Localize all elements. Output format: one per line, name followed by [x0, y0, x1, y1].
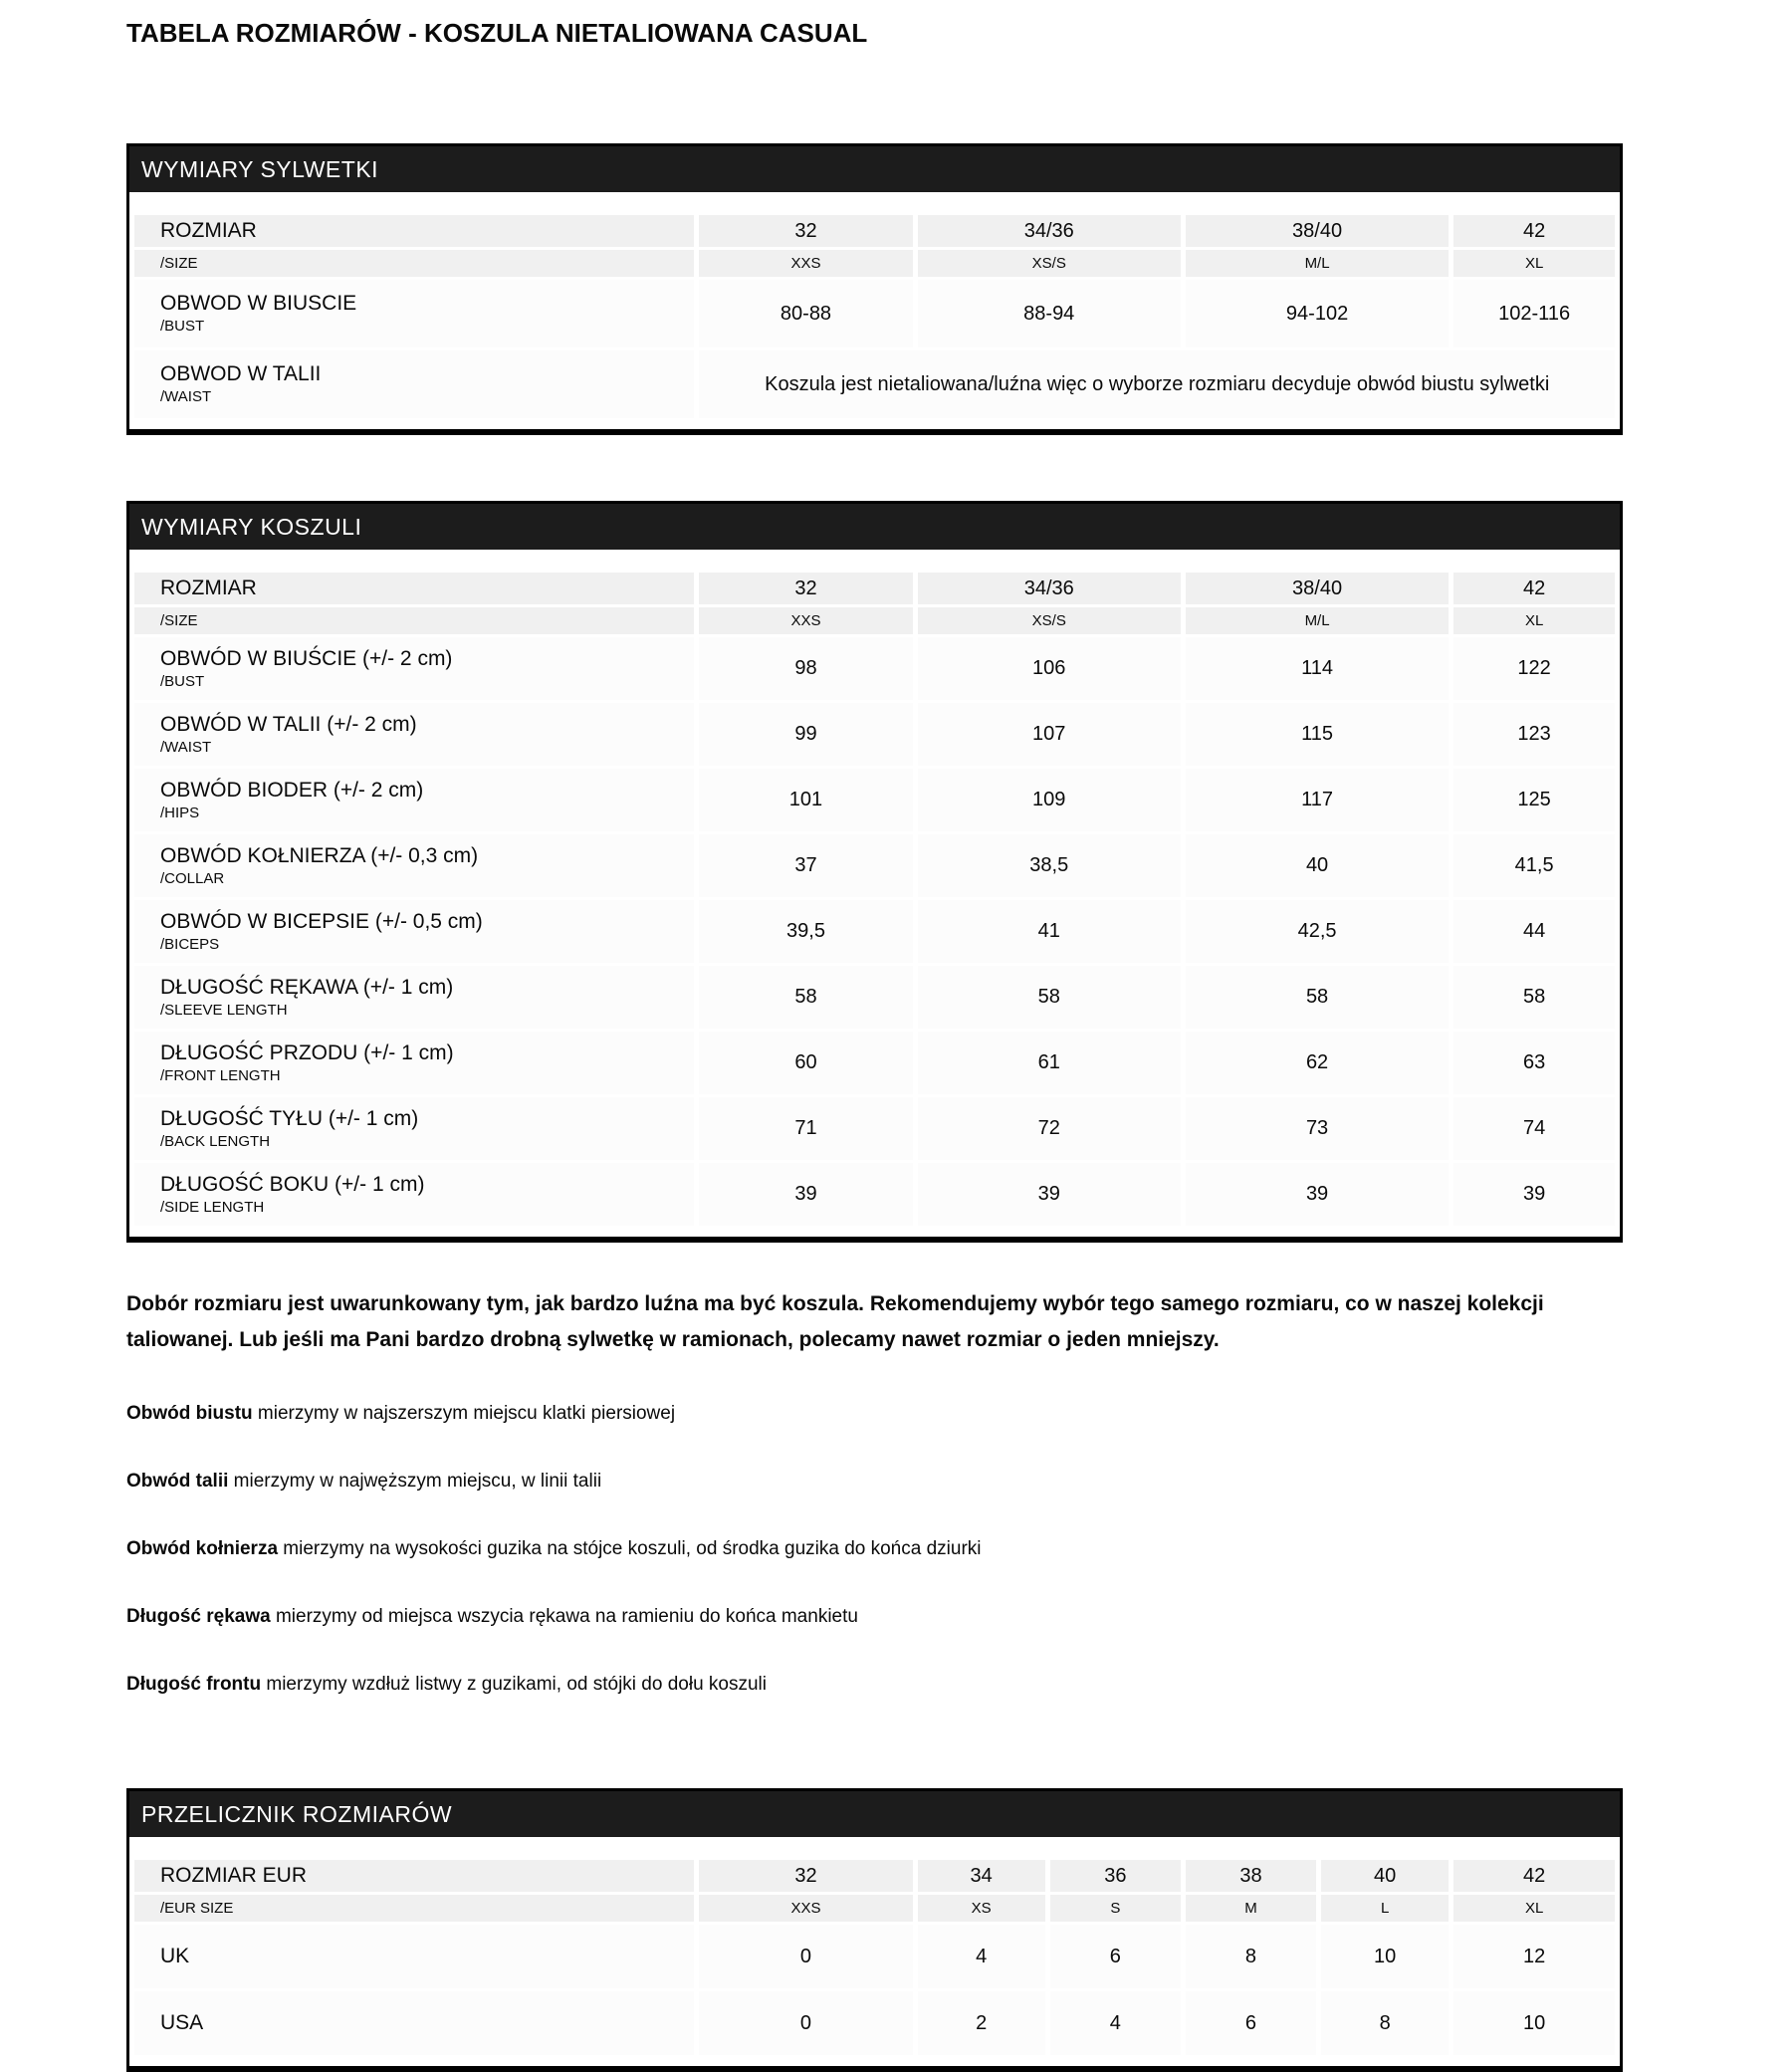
table-cell: 38,5 — [918, 834, 1181, 897]
row-sublabel: /BUST — [160, 672, 205, 690]
note-waist — [126, 1470, 1623, 1494]
table-cell: 39 — [699, 1163, 912, 1226]
row-label: OBWÓD W BICEPSIE (+/- 0,5 cm) — [160, 909, 483, 933]
row-label: OBWÓD KOŁNIERZA (+/- 0,3 cm) — [160, 843, 479, 867]
table-cell: 2 — [918, 1991, 1045, 2055]
note-text: mierzymy w najszerszym miejscu klatki piersiowej — [252, 1403, 676, 1424]
table-cell: 58 — [1453, 966, 1615, 1029]
row-label: OBWÓD W TALII (+/- 2 cm) — [160, 712, 417, 736]
note-term: Obwód biustu — [126, 1403, 253, 1424]
row-label: UK — [160, 1945, 190, 1967]
row-label-cell — [134, 1991, 694, 2055]
note-sleeve — [126, 1605, 1623, 1629]
note-front — [126, 1673, 1623, 1697]
size-row-label — [134, 215, 694, 247]
note-term: Obwód talii — [126, 1471, 229, 1492]
note-text: mierzymy w najwęższym miejscu, w linii talii — [228, 1471, 602, 1492]
table-cell: 88-94 — [918, 280, 1181, 347]
size-cell: 42 — [1453, 573, 1615, 604]
table-title-koszuli: WYMIARY KOSZULI — [129, 504, 1620, 550]
table-cell: 40 — [1186, 834, 1449, 897]
row-label: OBWÓD W BIUŚCIE (+/- 2 cm) — [160, 646, 453, 670]
table-cell: 58 — [918, 966, 1181, 1029]
table-cell: 44 — [1453, 900, 1615, 963]
page-title: TABELA ROZMIARÓW - KOSZULA NIETALIOWANA CASUAL — [126, 18, 868, 48]
note-text: mierzymy wzdłuż listwy z guzikami, od stójki do dołu koszuli — [261, 1674, 767, 1695]
row-sublabel: /SIZE — [160, 254, 198, 272]
row-sublabel: /SIDE LENGTH — [160, 1198, 265, 1216]
table-cell: 62 — [1186, 1032, 1449, 1094]
table-cell: 107 — [918, 703, 1181, 766]
size-sub-row-label — [134, 607, 694, 634]
table-cell: 60 — [699, 1032, 912, 1094]
row-sublabel: /EUR SIZE — [160, 1899, 234, 1917]
note-term: Obwód kołnierza — [126, 1538, 279, 1559]
table-row-bust — [134, 280, 1615, 347]
table-row-biceps — [134, 900, 1615, 963]
table-cell: 74 — [1453, 1097, 1615, 1160]
table-cell: 12 — [1453, 1925, 1615, 1988]
row-label: ROZMIAR EUR — [160, 1864, 307, 1887]
size-cell: 38/40 — [1186, 573, 1449, 604]
row-sublabel: /BACK LENGTH — [160, 1132, 271, 1150]
row-label: OBWOD W BIUSCIE — [160, 292, 357, 315]
size-cell: 38 — [1186, 1860, 1316, 1892]
table-cell: 123 — [1453, 703, 1615, 766]
row-label: ROZMIAR — [160, 576, 257, 599]
size-sub-cell: M — [1186, 1895, 1316, 1922]
note-text: mierzymy na wysokości guzika na stójce koszuli, od środka guzika do końca dziurki — [278, 1538, 982, 1559]
table-cell: 39 — [1186, 1163, 1449, 1226]
size-conversion-table — [126, 1788, 1623, 2072]
table-cell: 109 — [918, 769, 1181, 831]
body-measurements-table — [126, 143, 1623, 435]
row-label-cell — [134, 637, 694, 700]
table-cell: 61 — [918, 1032, 1181, 1094]
table-cell: 39 — [918, 1163, 1181, 1226]
row-label: DŁUGOŚĆ BOKU (+/- 1 cm) — [160, 1172, 425, 1196]
size-sub-cell: XS/S — [918, 607, 1181, 634]
size-sub-row — [134, 1895, 1615, 1922]
note-term: Długość rękawa — [126, 1606, 271, 1627]
size-sub-cell: XL — [1453, 1895, 1615, 1922]
table-cell: 58 — [699, 966, 912, 1029]
row-label-cell — [134, 1032, 694, 1094]
table-cell: 98 — [699, 637, 912, 700]
fit-note: Koszula jest nietaliowana/luźna więc o wyborze rozmiaru decyduje obwód biustu sylwetki — [699, 350, 1615, 418]
table-row-waist — [134, 350, 1615, 418]
table-cell: 6 — [1050, 1925, 1181, 1988]
row-label-cell — [134, 834, 694, 897]
row-label: ROZMIAR — [160, 219, 257, 242]
table-cell: 94-102 — [1186, 280, 1449, 347]
table-row-shirt-bust — [134, 637, 1615, 700]
table-cell: 37 — [699, 834, 912, 897]
size-cell: 36 — [1050, 1860, 1181, 1892]
size-cell: 42 — [1453, 1860, 1615, 1892]
koszuli-table — [129, 570, 1620, 1229]
table-cell: 6 — [1186, 1991, 1316, 2055]
size-cell: 34 — [918, 1860, 1045, 1892]
table-row-shirt-waist — [134, 703, 1615, 766]
row-label-cell — [134, 1097, 694, 1160]
row-sublabel: /SIZE — [160, 611, 198, 629]
table-cell: 10 — [1453, 1991, 1615, 2055]
table-cell: 0 — [699, 1925, 912, 1988]
size-cell: 34/36 — [918, 573, 1181, 604]
table-cell: 10 — [1321, 1925, 1449, 1988]
size-sub-row — [134, 607, 1615, 634]
shirt-measurements-table — [126, 501, 1623, 1243]
table-cell: 8 — [1321, 1991, 1449, 2055]
table-cell: 41 — [918, 900, 1181, 963]
table-cell: 106 — [918, 637, 1181, 700]
table-cell: 4 — [1050, 1991, 1181, 2055]
table-cell: 101 — [699, 769, 912, 831]
table-cell: 4 — [918, 1925, 1045, 1988]
size-advice-paragraph: Dobór rozmiaru jest uwarunkowany tym, jak bardzo luźna ma być koszula. Rekomendujemy wybór tego samego rozmiaru, co w naszej kolekcji taliowanej. Lub jeśli ma Pani bardzo drobną sylwetkę w ramionach, polecamy nawet rozmiar o jeden mniejszy. — [126, 1292, 1544, 1351]
table-cell: 114 — [1186, 637, 1449, 700]
size-sub-cell: S — [1050, 1895, 1181, 1922]
row-label-cell — [134, 769, 694, 831]
row-label: DŁUGOŚĆ PRZODU (+/- 1 cm) — [160, 1040, 454, 1064]
table-row-back-length — [134, 1097, 1615, 1160]
table-row-collar — [134, 834, 1615, 897]
table-row-hips — [134, 769, 1615, 831]
size-sub-cell: XXS — [699, 1895, 912, 1922]
row-sublabel: /BICEPS — [160, 935, 220, 953]
size-sub-cell: XL — [1453, 250, 1615, 277]
table-row-side-length — [134, 1163, 1615, 1226]
table-cell: 39,5 — [699, 900, 912, 963]
row-sublabel: /FRONT LENGTH — [160, 1066, 281, 1084]
przelicznik-table — [129, 1857, 1620, 2058]
table-row-front-length — [134, 1032, 1615, 1094]
note-text: mierzymy od miejsca wszycia rękawa na ramieniu do końca mankietu — [270, 1606, 858, 1627]
table-row-usa — [134, 1991, 1615, 2055]
size-cell: 38/40 — [1186, 215, 1449, 247]
table-row-sleeve-length — [134, 966, 1615, 1029]
page-content — [126, 0, 1623, 2072]
size-cell: 42 — [1453, 215, 1615, 247]
table-cell: 8 — [1186, 1925, 1316, 1988]
size-cell: 40 — [1321, 1860, 1449, 1892]
row-label-cell — [134, 350, 694, 418]
table-cell: 42,5 — [1186, 900, 1449, 963]
row-sublabel: /WAIST — [160, 388, 212, 405]
table-title-przelicznik: PRZELICZNIK ROZMIARÓW — [129, 1791, 1620, 1837]
table-cell: 0 — [699, 1991, 912, 2055]
row-label: USA — [160, 2011, 204, 2034]
note-bust — [126, 1402, 1623, 1426]
row-sublabel: /SLEEVE LENGTH — [160, 1001, 288, 1019]
table-title-sylwetki: WYMIARY SYLWETKI — [129, 146, 1620, 192]
size-cell: 32 — [699, 1860, 912, 1892]
size-sub-cell: M/L — [1186, 250, 1449, 277]
row-label-cell — [134, 966, 694, 1029]
row-label-cell — [134, 900, 694, 963]
table-cell: 58 — [1186, 966, 1449, 1029]
size-row — [134, 573, 1615, 604]
size-sub-cell: XL — [1453, 607, 1615, 634]
note-collar — [126, 1537, 1623, 1561]
size-row — [134, 1860, 1615, 1892]
table-cell: 99 — [699, 703, 912, 766]
size-cell: 32 — [699, 215, 912, 247]
table-cell: 72 — [918, 1097, 1181, 1160]
table-row-uk — [134, 1925, 1615, 1988]
size-sub-cell: XS — [918, 1895, 1045, 1922]
row-sublabel: /COLLAR — [160, 869, 225, 887]
row-label: DŁUGOŚĆ RĘKAWA (+/- 1 cm) — [160, 975, 454, 999]
size-sub-row-label — [134, 250, 694, 277]
row-sublabel: /WAIST — [160, 738, 212, 756]
table-cell: 63 — [1453, 1032, 1615, 1094]
size-sub-cell: XXS — [699, 250, 912, 277]
table-cell: 122 — [1453, 637, 1615, 700]
table-cell: 102-116 — [1453, 280, 1615, 347]
size-row-label — [134, 1860, 694, 1892]
size-sub-cell: L — [1321, 1895, 1449, 1922]
table-cell: 39 — [1453, 1163, 1615, 1226]
size-sub-row — [134, 250, 1615, 277]
sylwetki-table — [129, 212, 1620, 421]
row-sublabel: /BUST — [160, 318, 205, 335]
size-sub-cell: XS/S — [918, 250, 1181, 277]
size-row-label — [134, 573, 694, 604]
row-label: OBWOD W TALII — [160, 362, 322, 385]
size-sub-row-label — [134, 1895, 694, 1922]
row-label-cell — [134, 280, 694, 347]
row-label-cell — [134, 703, 694, 766]
table-cell: 73 — [1186, 1097, 1449, 1160]
row-sublabel: /HIPS — [160, 804, 200, 821]
row-label-cell — [134, 1163, 694, 1226]
table-cell: 115 — [1186, 703, 1449, 766]
note-term: Długość frontu — [126, 1674, 262, 1695]
size-row — [134, 215, 1615, 247]
size-sub-cell: XXS — [699, 607, 912, 634]
table-cell: 80-88 — [699, 280, 912, 347]
size-cell: 32 — [699, 573, 912, 604]
row-label: OBWÓD BIODER (+/- 2 cm) — [160, 778, 424, 802]
table-cell: 125 — [1453, 769, 1615, 831]
row-label: DŁUGOŚĆ TYŁU (+/- 1 cm) — [160, 1106, 419, 1130]
table-cell: 117 — [1186, 769, 1449, 831]
row-label-cell — [134, 1925, 694, 1988]
size-cell: 34/36 — [918, 215, 1181, 247]
table-cell: 71 — [699, 1097, 912, 1160]
size-sub-cell: M/L — [1186, 607, 1449, 634]
table-cell: 41,5 — [1453, 834, 1615, 897]
